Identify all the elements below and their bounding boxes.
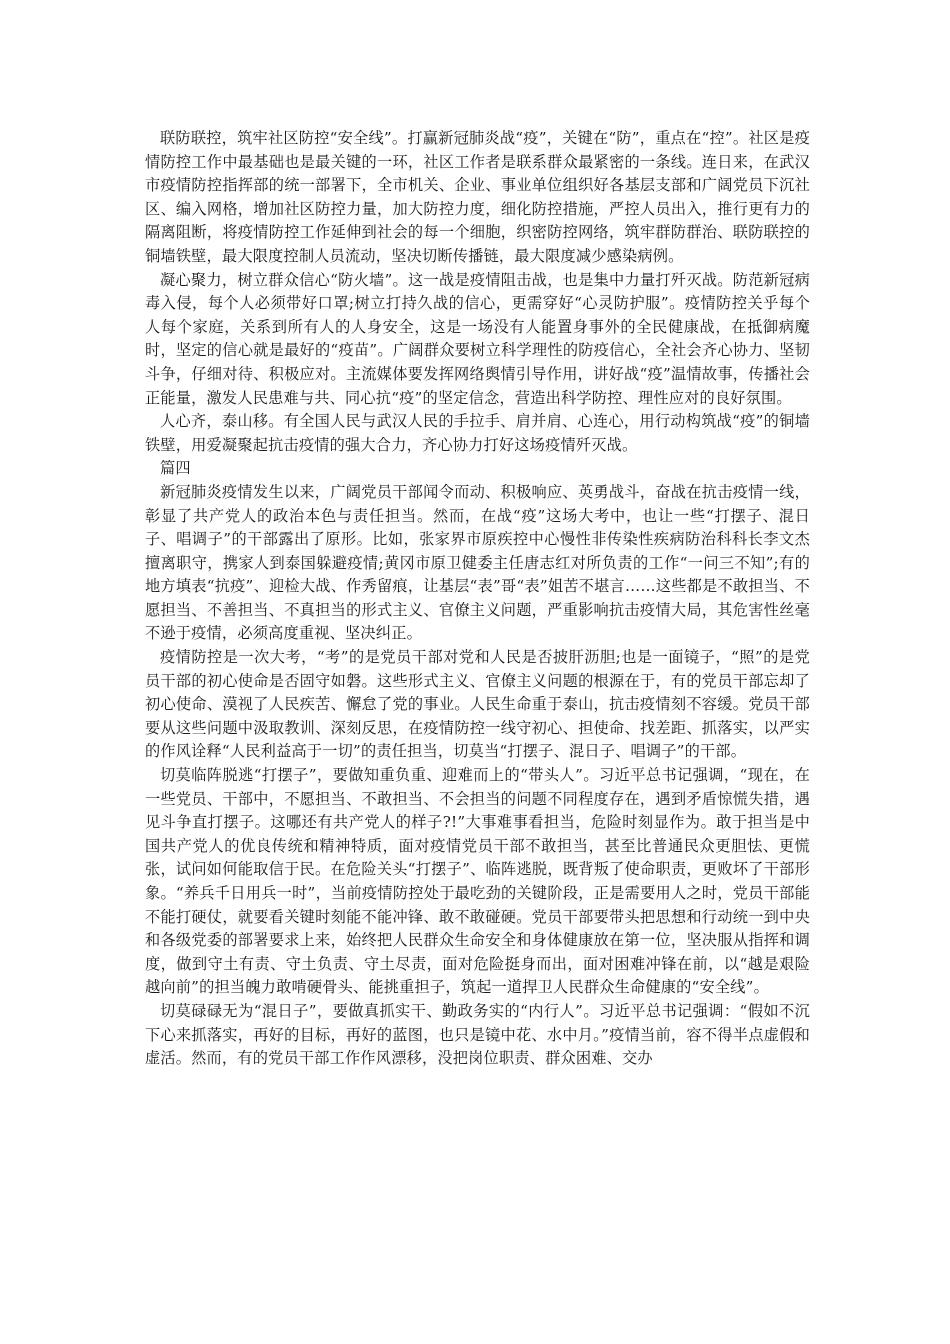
section-heading: 篇四: [160, 459, 191, 478]
document-body: [145, 127, 810, 1071]
paragraph: 新冠肺炎疫情发生以来，广阔党员干部闻令而动、积极响应、英勇战斗，奋战在抗击疫情一线，彰显了共产党人的政治本色与责任担当。然而，在战“疫”这场大考中，也让一些“打摆子、混日子、唱调子”的干部露出了原形。比如，张家界市原疾控中心慢性非传染性疾病防治科科长李文杰擅离职守，携家人到泰国躲避疫情;黄冈市原卫健委主任唐志红对所负责的工作“一问三不知”;有的地方填表“抗疫”、迎检大战、作秀留痕，让基层“表”哥“表”姐苦不堪言……这些都是不敢担当、不愿担当、不善担当、不真担当的形式主义、官僚主义问题，严重影响抗击疫情大局，其危害性丝毫不逊于疫情，必须高度重视、坚决纠正。: [145, 482, 810, 643]
paragraph: 人心齐，泰山移。有全国人民与武汉人民的手拉手、肩并肩、心连心，用行动构筑战“疫”的铜墙铁壁，用爱凝聚起抗击疫情的强大合力，齐心协力打好这场疫情歼灭战。: [145, 412, 810, 454]
paragraph: 凝心聚力，树立群众信心“防火墙”。这一战是疫情阻击战，也是集中力量打歼灭战。防范新冠病毒入侵，每个人必须带好口罩;树立打持久战的信心，更需穿好“心灵防护服”。疫情防控关乎每个人每个家庭，关系到所有人的人身安全，这是一场没有人能置身事外的全民健康战，在抵御病魔时，坚定的信心就是最好的“疫苗”。广阔群众要树立科学理性的防疫信心，全社会齐心协力、坚韧斗争，仔细对待、积极应对。主流媒体要发挥网络舆情引导作用，讲好战“疫”温情故事，传播社会正能量，激发人民患难与共、同心抗“疫”的坚定信念，营造出科学防控、理性应对的良好氛围。: [145, 270, 810, 407]
paragraph: 疫情防控是一次大考，“考”的是党员干部对党和人民是否披肝沥胆;也是一面镜子，“照”的是党员干部的初心使命是否固守如磐。这些形式主义、官僚主义问题的根源在于，有的党员干部忘却了初心使命、漠视了人民疾苦、懈怠了党的事业。人民生命重于泰山，抗击疫情刻不容缓。党员干部要从这些问题中汲取教训、深刻反思，在疫情防控一线守初心、担使命、找差距、抓落实，以严实的作风诠释“人民利益高于一切”的责任担当，切莫当“打摆子、混日子、唱调子”的干部。: [145, 648, 810, 761]
paragraph: 切莫临阵脱逃“打摆子”，要做知重负重、迎难而上的“带头人”。习近平总书记强调，“现在，在一些党员、干部中，不愿担当、不敢担当、不会担当的问题不同程度存在，遇到矛盾惊慌失措，遇见斗争直打摆子。这哪还有共产党人的样子?!”大事难事看担当，危险时刻显作为。敢于担当是中国共产党人的优良传统和精神特质，面对疫情党员干部不敢担当，甚至比普通民众更胆怯、更慌张，试问如何能取信于民。在危险关头“打摆子”、临阵逃脱，既背叛了使命职责，更败坏了干部形象。“养兵千日用兵一时”，当前疫情防控处于最吃劲的关键阶段，正是需要用人之时，党员干部能不能打硬仗，就要看关键时刻能不能冲锋、敢不敢碰硬。党员干部要带头把思想和行动统一到中央和各级党委的部署要求上来，始终把人民群众生命安全和身体健康放在第一位，坚决服从指挥和调度，做到守土有责、守土负责、守土尽责，面对危险挺身而出，面对困难冲锋在前，以“越是艰险越向前”的担当魄力敢啃硬骨头、能挑重担子，筑起一道捍卫人民群众生命健康的“安全线”。: [145, 766, 810, 997]
paragraph: 联防联控，筑牢社区防控“安全线”。打赢新冠肺炎战“疫”，关键在“防”，重点在“控”。社区是疫情防控工作中最基础也是最关键的一环，社区工作者是联系群众最紧密的一条线。连日来，在武汉市疫情防控指挥部的统一部署下，全市机关、企业、事业单位组织好各基层支部和广阔党员下沉社区、编入网格，增加社区防控力量，加大防控力度，细化防控措施，严控人员出入，推行更有力的隔离阻断，将疫情防控工作延伸到社会的每一个细胞，织密防控网络，筑牢群防群治、联防联控的铜墙铁壁，最大限度控制人员流动，坚决切断传播链，最大限度减少感染病例。: [145, 129, 810, 265]
paragraph: 切莫碌碌无为“混日子”，要做真抓实干、勤政务实的“内行人”。习近平总书记强调：“假如不沉下心来抓落实，再好的目标，再好的蓝图，也只是镜中花、水中月。”疫情当前，容不得半点虚假和虚活。然而，有的党员干部工作作风漂移，没把岗位职责、群众困难、交办: [145, 1001, 810, 1068]
